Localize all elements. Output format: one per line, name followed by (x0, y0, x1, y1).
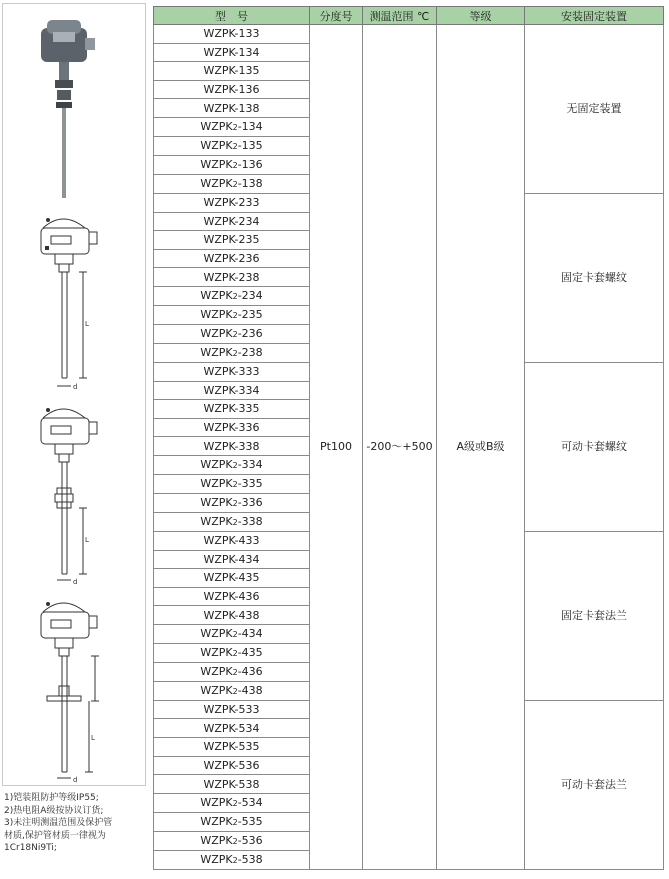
model-cell: WZPK2-535 (154, 812, 310, 831)
model-cell: WZPK-435 (154, 569, 310, 588)
note-line: 1Cr18Ni9Ti; (4, 843, 57, 854)
model-cell: WZPK-333 (154, 362, 310, 381)
mounting-cell: 可动卡套法兰 (525, 700, 664, 869)
model-cell: WZPK2-434 (154, 624, 310, 643)
model-cell: WZPK2-336 (154, 493, 310, 512)
note-line: 材质,保护管材质一律视为 (4, 830, 106, 841)
grade-cell: A级或B级 (437, 25, 525, 870)
mounting-cell: 固定卡套法兰 (525, 531, 664, 700)
diameter-label: d (73, 578, 78, 586)
model-cell: WZPK-233 (154, 193, 310, 212)
model-cell: WZPK-234 (154, 212, 310, 231)
model-cell: WZPK2-435 (154, 643, 310, 662)
model-cell: WZPK2-334 (154, 455, 310, 474)
header-grade: 等级 (437, 7, 525, 25)
model-cell: WZPK2-135 (154, 136, 310, 155)
model-cell: WZPK2-538 (154, 850, 310, 869)
model-cell: WZPK-533 (154, 700, 310, 719)
model-cell: WZPK-133 (154, 25, 310, 44)
model-cell: WZPK-536 (154, 756, 310, 775)
model-cell: WZPK2-338 (154, 512, 310, 531)
model-cell: WZPK2-238 (154, 343, 310, 362)
spec-table (153, 6, 664, 870)
illustration-panel (2, 3, 146, 786)
model-cell: WZPK-235 (154, 231, 310, 250)
model-cell: WZPK-535 (154, 738, 310, 757)
model-cell: WZPK-238 (154, 268, 310, 287)
fixed-sleeve-none-drawing (3, 206, 145, 392)
graduation-cell: Pt100 (310, 25, 363, 870)
model-cell: WZPK-236 (154, 249, 310, 268)
model-cell: WZPK-436 (154, 587, 310, 606)
model-cell: WZPK-438 (154, 606, 310, 625)
model-cell: WZPK-534 (154, 719, 310, 738)
diameter-label: d (73, 383, 78, 391)
model-cell: WZPK2-234 (154, 286, 310, 305)
note-line: 2)热电阻A级按协议订货; (4, 805, 104, 816)
length-label: L (85, 320, 89, 328)
model-cell: WZPK2-534 (154, 793, 310, 812)
mounting-cell: 可动卡套螺纹 (525, 362, 664, 531)
model-cell: WZPK2-536 (154, 831, 310, 850)
diameter-label: d (73, 776, 78, 784)
model-cell: WZPK2-134 (154, 117, 310, 136)
model-cell: WZPK-538 (154, 775, 310, 794)
header-model: 型 号 (154, 7, 310, 25)
flange-sleeve-drawing (3, 590, 145, 784)
model-cell: WZPK-335 (154, 400, 310, 419)
model-cell: WZPK-434 (154, 550, 310, 569)
note-line: 1)铠装阻防护等级IP55; (4, 793, 99, 803)
table-row (154, 25, 664, 44)
model-cell: WZPK2-436 (154, 662, 310, 681)
model-cell: WZPK-134 (154, 43, 310, 62)
length-label: L (91, 734, 95, 742)
model-cell: WZPK-135 (154, 62, 310, 81)
model-cell: WZPK-334 (154, 381, 310, 400)
movable-sleeve-thread-drawing (3, 396, 145, 586)
model-cell: WZPK-138 (154, 99, 310, 118)
model-cell: WZPK2-236 (154, 324, 310, 343)
notes-block (4, 792, 146, 855)
model-cell: WZPK-136 (154, 80, 310, 99)
header-mounting: 安装固定装置 (525, 7, 664, 25)
table-body (154, 25, 664, 870)
model-cell: WZPK2-235 (154, 305, 310, 324)
header-range: 测温范围 ℃ (363, 7, 437, 25)
table-header-row (154, 7, 664, 25)
model-cell: WZPK-336 (154, 418, 310, 437)
sensor-photo-figure (3, 12, 145, 202)
range-cell: -200～+500 (363, 25, 437, 870)
model-cell: WZPK2-136 (154, 155, 310, 174)
mounting-cell: 固定卡套螺纹 (525, 193, 664, 362)
model-cell: WZPK-338 (154, 437, 310, 456)
length-label: L (85, 536, 89, 544)
model-cell: WZPK-433 (154, 531, 310, 550)
model-cell: WZPK2-438 (154, 681, 310, 700)
model-cell: WZPK2-138 (154, 174, 310, 193)
note-line: 3)未注明测温范围及保护管 (4, 818, 113, 829)
mounting-cell: 无固定装置 (525, 25, 664, 194)
header-graduation: 分度号 (310, 7, 363, 25)
model-cell: WZPK2-335 (154, 474, 310, 493)
